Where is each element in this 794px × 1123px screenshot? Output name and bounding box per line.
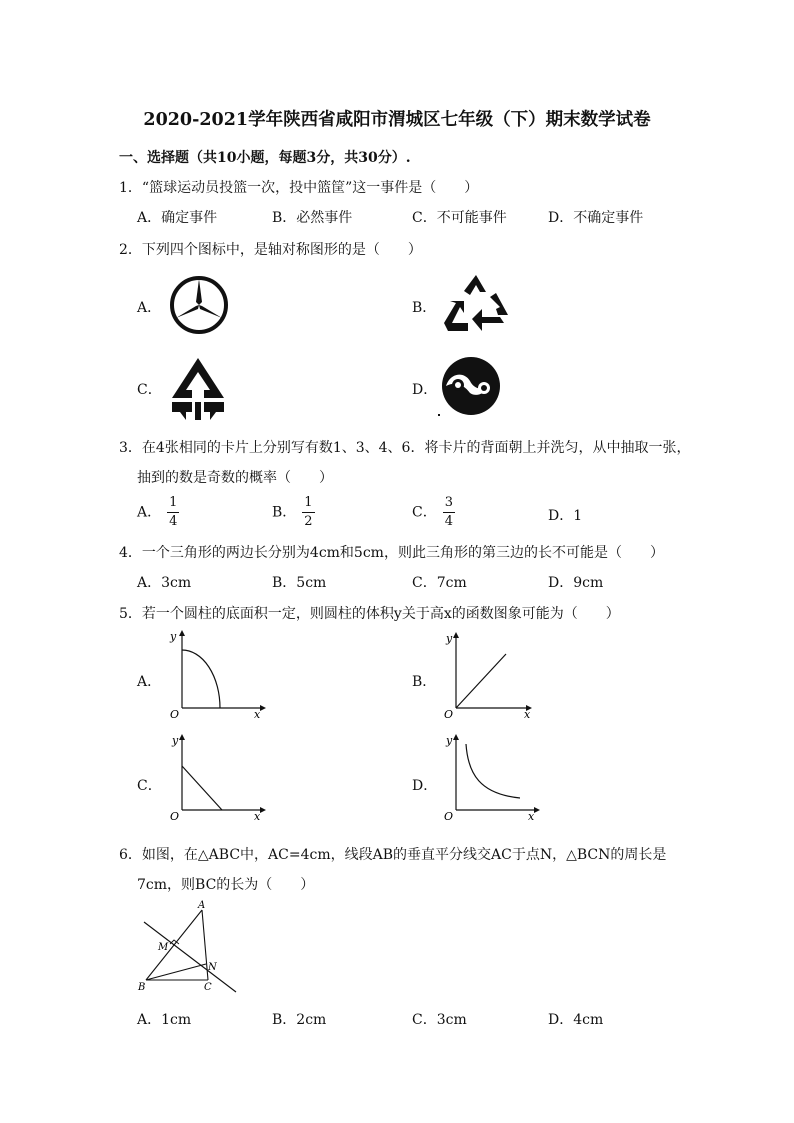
point-a-label: A <box>198 900 206 911</box>
q6-option-a: A．1cm <box>137 1012 192 1028</box>
point-m-label: M <box>158 942 169 953</box>
q1-option-a: A．确定事件 <box>137 210 218 226</box>
three-pointed-star-logo-icon <box>168 274 230 336</box>
q5-label-d: D． <box>412 778 438 794</box>
point-n-label: N <box>208 962 217 973</box>
q4-option-b: B．5cm <box>272 575 327 591</box>
q6-option-b: B．2cm <box>272 1012 327 1028</box>
q3-stem-line2: 抽到的数是奇数的概率（ ） <box>137 470 333 486</box>
section-heading: 一、选择题（共10小题，每题3分，共30分）. <box>119 150 411 166</box>
graph-b-y-label: y <box>446 632 453 645</box>
graph-d-y-label: y <box>446 734 453 747</box>
q2-label-d: D． <box>412 382 438 398</box>
graph-a-quarter-circle <box>166 630 266 720</box>
q6-stem-line2: 7cm，则BC的长为（ ） <box>137 877 315 893</box>
q3-option-c <box>412 496 455 529</box>
q2-stem: 2．下列四个图标中，是轴对称图形的是（ ） <box>119 242 422 258</box>
graph-a-x-label: x <box>254 708 261 721</box>
triangle-arrow-logo-icon <box>166 356 230 422</box>
q3-fraction-c-numerator: 3 <box>444 495 453 510</box>
q3-option-c-label: C． <box>412 504 437 521</box>
q3-option-b-label: B． <box>272 504 297 521</box>
q3-fraction-c <box>443 496 455 529</box>
q5-label-c: C． <box>137 778 162 794</box>
q4-option-a: A．3cm <box>137 575 192 591</box>
q6-option-d: D．4cm <box>548 1012 604 1028</box>
q3-fraction-b-numerator: 1 <box>304 495 313 510</box>
q3-fraction-a <box>167 496 179 529</box>
q3-option-b <box>272 496 315 529</box>
q4-option-c: C．7cm <box>412 575 467 591</box>
graph-c-x-label: x <box>254 810 261 823</box>
page-title: 2020-2021学年陕西省咸阳市渭城区七年级（下）期末数学试卷 <box>143 110 651 130</box>
graph-a-origin-label: O <box>170 708 180 721</box>
q5-stem: 5．若一个圆柱的底面积一定，则圆柱的体积y关于高x的函数图象可能为（ ） <box>119 606 620 622</box>
q1-option-d: D．不确定事件 <box>548 210 644 226</box>
triangle-abc-figure <box>136 900 246 996</box>
graph-c-decreasing-line <box>166 734 266 824</box>
q3-option-d: D．1 <box>548 508 583 524</box>
q5-label-b: B． <box>412 674 437 690</box>
q6-option-c: C．3cm <box>412 1012 467 1028</box>
graph-c-origin-label: O <box>170 810 180 823</box>
swirl-circle-logo-icon <box>436 355 504 417</box>
q1-option-b: B．必然事件 <box>272 210 353 226</box>
q2-label-a: A． <box>137 300 162 316</box>
q3-option-a <box>137 496 179 529</box>
graph-d-hyperbola <box>440 734 540 824</box>
q1-option-c: C．不可能事件 <box>412 210 507 226</box>
q6-stem-line1: 6．如图，在△ABC中，AC=4cm，线段AB的垂直平分线交AC于点N，△BCN的周长是 <box>119 847 667 863</box>
q3-fraction-b-denominator: 2 <box>304 514 313 529</box>
q2-label-b: B． <box>412 300 437 316</box>
graph-d-x-label: x <box>528 810 535 823</box>
q3-stem-line1: 3．在4张相同的卡片上分别写有数1、3、4、6．将卡片的背面朝上并洗匀，从中抽取一张， <box>119 440 691 456</box>
graph-b-x-label: x <box>524 708 531 721</box>
graph-b-origin-label: O <box>444 708 454 721</box>
graph-d-origin-label: O <box>444 810 454 823</box>
q5-label-a: A． <box>137 674 162 690</box>
point-c-label: C <box>204 982 212 993</box>
recycling-arrows-icon <box>442 273 510 335</box>
q4-option-d: D．9cm <box>548 575 604 591</box>
q3-fraction-b <box>302 496 314 529</box>
graph-c-y-label: y <box>172 734 179 747</box>
q1-stem: 1．“篮球运动员投篮一次，投中篮筐”这一事件是（ ） <box>119 180 479 196</box>
q3-fraction-a-numerator: 1 <box>169 495 178 510</box>
graph-a-y-label: y <box>170 630 177 643</box>
point-b-label: B <box>138 982 146 993</box>
q3-fraction-c-denominator: 4 <box>444 514 453 529</box>
graph-b-proportional-line <box>440 632 536 722</box>
q4-stem: 4．一个三角形的两边长分别为4cm和5cm，则此三角形的第三边的长不可能是（ ） <box>119 545 664 561</box>
q2-label-c: C． <box>137 382 162 398</box>
q3-option-a-label: A． <box>137 504 162 521</box>
q3-fraction-a-denominator: 4 <box>169 514 178 529</box>
